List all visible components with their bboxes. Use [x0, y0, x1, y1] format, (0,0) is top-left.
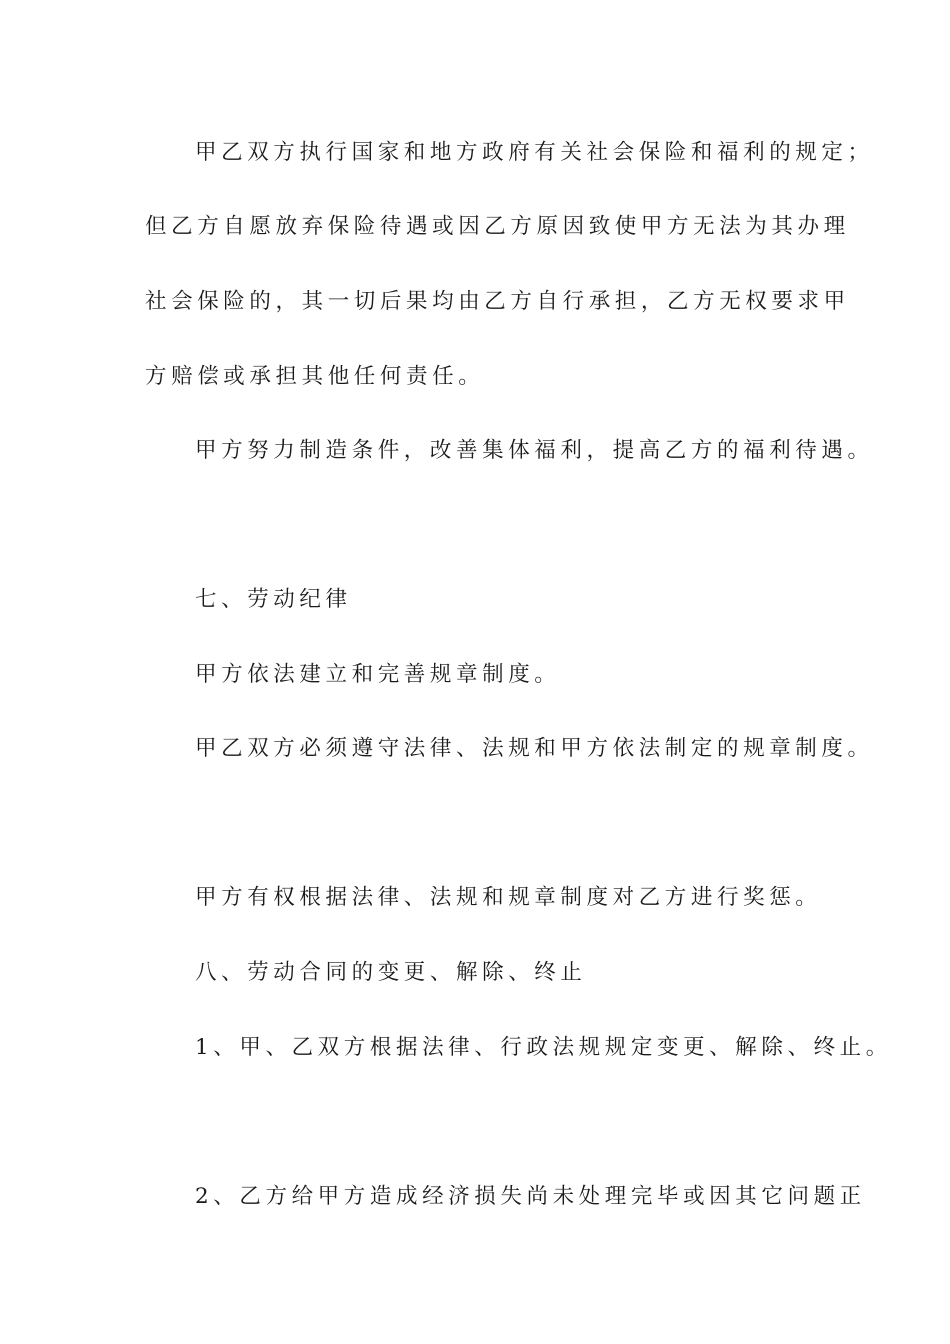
paragraph-compliance: 甲乙双方必须遵守法律、法规和甲方依法制定的规章制度。 — [195, 736, 874, 761]
paragraph-rules: 甲方依法建立和完善规章制度。 — [195, 662, 561, 687]
section-heading-contract-changes: 八、劳动合同的变更、解除、终止 — [195, 960, 587, 985]
paragraph-welfare: 甲方努力制造条件，改善集体福利，提高乙方的福利待遇。 — [195, 438, 874, 463]
paragraph-line: 方赔偿或承担其他任何责任。 — [145, 364, 485, 389]
paragraph-line: 社会保险的，其一切后果均由乙方自行承担，乙方无权要求甲 — [145, 289, 850, 314]
paragraph-social-insurance: 甲乙双方执行国家和地方政府有关社会保险和福利的规定； — [195, 140, 874, 165]
section-heading-labor-discipline: 七、劳动纪律 — [195, 587, 352, 612]
paragraph-rewards: 甲方有权根据法律、法规和规章制度对乙方进行奖惩。 — [195, 885, 822, 910]
paragraph-line: 但乙方自愿放弃保险待遇或因乙方原因致使甲方无法为其办理 — [145, 214, 850, 239]
clause-2: 2、乙方给甲方造成经济损失尚未处理完毕或因其它问题正 — [195, 1184, 866, 1209]
clause-1: 1、甲、乙双方根据法律、行政法规规定变更、解除、终止。 — [195, 1035, 892, 1060]
